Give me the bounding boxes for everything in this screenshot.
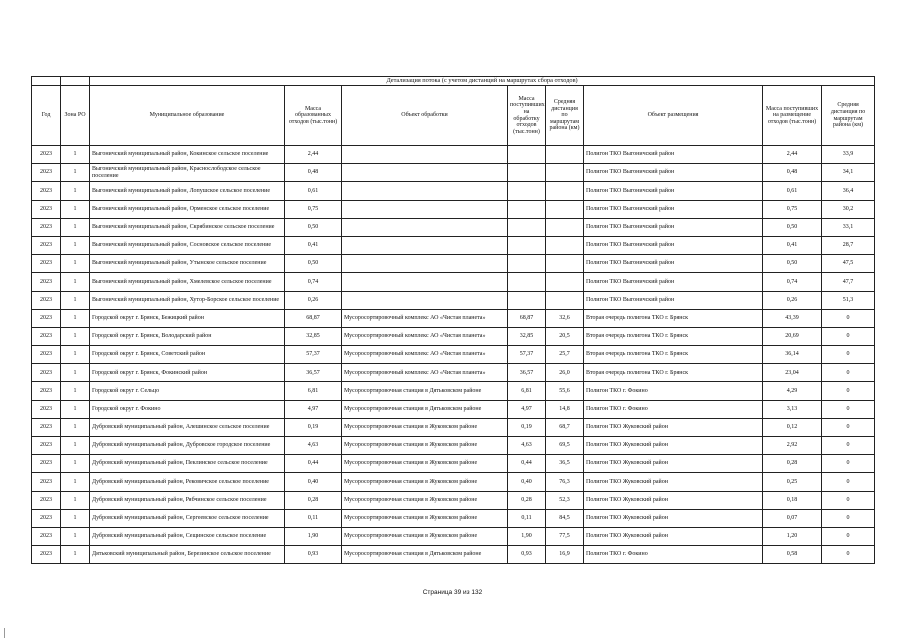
- cell-year: 2023: [32, 200, 61, 218]
- cell-zone: 1: [61, 491, 90, 509]
- cell-mass-generated: 0,28: [285, 491, 342, 509]
- cell-placement-object: Полигон ТКО Жуковский район: [584, 455, 763, 473]
- table-row: [32, 182, 875, 200]
- cell-avg-distance-processing: 32,6: [546, 309, 584, 327]
- cell-municipality: Городской округ г. Брянск, Фокинский район: [90, 364, 285, 382]
- cell-mass-processing: 36,57: [508, 364, 546, 382]
- cell-year: 2023: [32, 546, 61, 564]
- cell-avg-distance-processing: [546, 164, 584, 182]
- cell-processing-object: Мусоросортировочная станция в Жуковском районе: [342, 473, 508, 491]
- cell-mass-generated: 0,93: [285, 546, 342, 564]
- cell-placement-object: Полигон ТКО Выгоничский район: [584, 200, 763, 218]
- cell-municipality: Выгоничский муниципальный район, Сосновское сельское поселение: [90, 236, 285, 254]
- cell-municipality: Дубровский муниципальный район, Сергеевское сельское поселение: [90, 509, 285, 527]
- table-row: [32, 527, 875, 545]
- cell-placement-object: Полигон ТКО Выгоничский район: [584, 255, 763, 273]
- cell-placement-object: Полигон ТКО Жуковский район: [584, 527, 763, 545]
- cell-placement-object: Полигон ТКО Жуковский район: [584, 437, 763, 455]
- header-mass-placement: Масса поступивших на размещение отходов (тыс.тонн): [763, 86, 822, 146]
- cell-mass-placement: 0,50: [763, 218, 822, 236]
- cell-mass-generated: 0,74: [285, 273, 342, 291]
- table-row: [32, 509, 875, 527]
- cell-municipality: Дубровский муниципальный район, Сещинское сельское поселение: [90, 527, 285, 545]
- cell-mass-processing: 0,93: [508, 546, 546, 564]
- cell-mass-processing: 0,40: [508, 473, 546, 491]
- cell-avg-distance-processing: 36,5: [546, 455, 584, 473]
- cell-mass-placement: 0,75: [763, 200, 822, 218]
- table-row: [32, 546, 875, 564]
- cell-processing-object: Мусоросортировочный комплекс АО «Чистая планета»: [342, 327, 508, 345]
- cell-processing-object: Мусоросортировочная станция в Жуковском районе: [342, 509, 508, 527]
- cell-avg-distance-processing: 55,6: [546, 382, 584, 400]
- cell-year: 2023: [32, 164, 61, 182]
- cell-mass-placement: 4,29: [763, 382, 822, 400]
- cell-mass-generated: 0,75: [285, 200, 342, 218]
- cell-zone: 1: [61, 218, 90, 236]
- cell-year: 2023: [32, 146, 61, 164]
- cell-mass-placement: 2,44: [763, 146, 822, 164]
- cell-mass-generated: 2,44: [285, 146, 342, 164]
- cell-placement-object: Вторая очередь полигона ТКО г. Брянск: [584, 309, 763, 327]
- cell-mass-processing: 6,81: [508, 382, 546, 400]
- cell-avg-distance-placement: 0: [822, 455, 875, 473]
- cell-mass-generated: 4,63: [285, 437, 342, 455]
- cell-avg-distance-processing: 69,5: [546, 437, 584, 455]
- table-row: [32, 200, 875, 218]
- cell-mass-placement: 1,20: [763, 527, 822, 545]
- table-row: [32, 491, 875, 509]
- cell-mass-placement: 0,50: [763, 255, 822, 273]
- cell-municipality: Выгоничский муниципальный район, Кокинское сельское поселение: [90, 146, 285, 164]
- cell-year: 2023: [32, 273, 61, 291]
- table-row: [32, 146, 875, 164]
- cell-mass-generated: 36,57: [285, 364, 342, 382]
- cell-municipality: Выгоничский муниципальный район, Орменское сельское поселение: [90, 200, 285, 218]
- cell-zone: 1: [61, 437, 90, 455]
- cell-avg-distance-processing: [546, 273, 584, 291]
- cell-mass-processing: 57,37: [508, 346, 546, 364]
- cell-mass-processing: [508, 182, 546, 200]
- cell-year: 2023: [32, 236, 61, 254]
- table-row: [32, 437, 875, 455]
- cell-mass-placement: 36,14: [763, 346, 822, 364]
- cell-municipality: Выгоничский муниципальный район, Утынское сельское поселение: [90, 255, 285, 273]
- cell-zone: 1: [61, 418, 90, 436]
- header-avg-distance-processing: Средняя дистанция по маршрутам района (км): [546, 86, 584, 146]
- cell-mass-processing: 0,28: [508, 491, 546, 509]
- cell-avg-distance-processing: 52,3: [546, 491, 584, 509]
- cell-zone: 1: [61, 400, 90, 418]
- cell-mass-processing: [508, 291, 546, 309]
- cell-mass-processing: [508, 200, 546, 218]
- cell-processing-object: [342, 146, 508, 164]
- cell-placement-object: Полигон ТКО Выгоничский район: [584, 182, 763, 200]
- cell-avg-distance-placement: 0: [822, 437, 875, 455]
- cell-avg-distance-placement: 33,9: [822, 146, 875, 164]
- cell-processing-object: Мусоросортировочная станция в Дятьковском районе: [342, 400, 508, 418]
- cell-processing-object: [342, 218, 508, 236]
- cell-placement-object: Полигон ТКО Жуковский район: [584, 473, 763, 491]
- cell-mass-generated: 32,85: [285, 327, 342, 345]
- cell-zone: 1: [61, 364, 90, 382]
- cell-avg-distance-processing: 26,0: [546, 364, 584, 382]
- cell-zone: 1: [61, 273, 90, 291]
- cell-mass-generated: 0,50: [285, 218, 342, 236]
- table-row: [32, 327, 875, 345]
- cell-mass-processing: 0,11: [508, 509, 546, 527]
- cell-mass-placement: 20,69: [763, 327, 822, 345]
- cell-municipality: Дубровский муниципальный район, Рековичское сельское поселение: [90, 473, 285, 491]
- page-number: Страница 39 из 132: [422, 589, 483, 596]
- cell-year: 2023: [32, 509, 61, 527]
- cell-zone: 1: [61, 200, 90, 218]
- cell-avg-distance-placement: 0: [822, 400, 875, 418]
- cell-municipality: Выгоничский муниципальный район, Хутор-Борское сельское поселение: [90, 291, 285, 309]
- cell-zone: 1: [61, 291, 90, 309]
- cell-mass-processing: 32,85: [508, 327, 546, 345]
- cell-year: 2023: [32, 455, 61, 473]
- cell-mass-processing: 1,90: [508, 527, 546, 545]
- cell-mass-placement: 0,58: [763, 546, 822, 564]
- cell-zone: 1: [61, 473, 90, 491]
- cell-processing-object: Мусоросортировочный комплекс АО «Чистая планета»: [342, 309, 508, 327]
- cell-placement-object: Полигон ТКО Выгоничский район: [584, 273, 763, 291]
- cell-processing-object: Мусоросортировочная станция в Жуковском районе: [342, 455, 508, 473]
- cell-municipality: Дубровский муниципальный район, Алешинское сельское поселение: [90, 418, 285, 436]
- cell-avg-distance-placement: 33,1: [822, 218, 875, 236]
- cell-mass-processing: [508, 236, 546, 254]
- cell-year: 2023: [32, 182, 61, 200]
- cell-mass-placement: 0,26: [763, 291, 822, 309]
- cell-year: 2023: [32, 218, 61, 236]
- header-year: Год: [32, 86, 61, 146]
- cell-year: 2023: [32, 527, 61, 545]
- cell-mass-generated: 0,61: [285, 182, 342, 200]
- cell-year: 2023: [32, 418, 61, 436]
- cell-year: 2023: [32, 346, 61, 364]
- cell-avg-distance-processing: 77,5: [546, 527, 584, 545]
- cell-processing-object: Мусоросортировочная станция в Жуковском районе: [342, 437, 508, 455]
- cell-avg-distance-processing: 16,9: [546, 546, 584, 564]
- cell-mass-generated: 57,37: [285, 346, 342, 364]
- cell-avg-distance-placement: 0: [822, 309, 875, 327]
- table-row: [32, 455, 875, 473]
- cell-placement-object: Полигон ТКО Жуковский район: [584, 418, 763, 436]
- cell-zone: 1: [61, 527, 90, 545]
- cell-mass-placement: 0,07: [763, 509, 822, 527]
- document-sheet: [31, 76, 874, 564]
- cell-processing-object: [342, 291, 508, 309]
- cell-municipality: Выгоничский муниципальный район, Хмелевское сельское поселение: [90, 273, 285, 291]
- cell-avg-distance-placement: 47,7: [822, 273, 875, 291]
- table-row: [32, 273, 875, 291]
- cell-year: 2023: [32, 255, 61, 273]
- cell-mass-generated: 0,44: [285, 455, 342, 473]
- cell-avg-distance-placement: 47,5: [822, 255, 875, 273]
- cell-placement-object: Полигон ТКО Жуковский район: [584, 509, 763, 527]
- cell-municipality: Городской округ г. Брянск, Володарский район: [90, 327, 285, 345]
- cell-processing-object: [342, 200, 508, 218]
- cell-municipality: Выгоничский муниципальный район, Лопушское сельское поселение: [90, 182, 285, 200]
- cell-municipality: Дубровский муниципальный район, Рябчинское сельское поселение: [90, 491, 285, 509]
- cell-avg-distance-placement: 36,4: [822, 182, 875, 200]
- cell-mass-processing: 4,97: [508, 400, 546, 418]
- cell-mass-generated: 0,11: [285, 509, 342, 527]
- cell-mass-placement: 0,25: [763, 473, 822, 491]
- cell-avg-distance-processing: [546, 146, 584, 164]
- cell-year: 2023: [32, 491, 61, 509]
- cell-zone: 1: [61, 546, 90, 564]
- table-row: [32, 473, 875, 491]
- cell-processing-object: Мусоросортировочная станция в Дятьковском районе: [342, 546, 508, 564]
- cell-processing-object: Мусоросортировочная станция в Жуковском районе: [342, 527, 508, 545]
- cell-zone: 1: [61, 255, 90, 273]
- cell-placement-object: Полигон ТКО Жуковский район: [584, 491, 763, 509]
- cell-avg-distance-processing: 25,7: [546, 346, 584, 364]
- cell-processing-object: [342, 164, 508, 182]
- cell-placement-object: Полигон ТКО Выгоничский район: [584, 164, 763, 182]
- table-row: [32, 218, 875, 236]
- cell-placement-object: Полигон ТКО г. Фокино: [584, 400, 763, 418]
- table-row: [32, 255, 875, 273]
- cell-zone: 1: [61, 236, 90, 254]
- cell-processing-object: [342, 182, 508, 200]
- cell-mass-generated: 0,40: [285, 473, 342, 491]
- cell-mass-placement: 2,92: [763, 437, 822, 455]
- waste-flow-table: [31, 76, 875, 564]
- table-row: [32, 291, 875, 309]
- cell-avg-distance-placement: 0: [822, 473, 875, 491]
- cell-placement-object: Полигон ТКО г. Фокино: [584, 382, 763, 400]
- cell-municipality: Дубровский муниципальный район, Дубровское городское поселение: [90, 437, 285, 455]
- cell-municipality: Дятьковский муниципальный район, Березинское сельское поселение: [90, 546, 285, 564]
- cell-mass-processing: [508, 164, 546, 182]
- cell-avg-distance-placement: 0: [822, 327, 875, 345]
- cell-mass-generated: 1,90: [285, 527, 342, 545]
- cell-municipality: Городской округ г. Брянск, Советский район: [90, 346, 285, 364]
- table-row: [32, 364, 875, 382]
- cell-avg-distance-processing: 20,5: [546, 327, 584, 345]
- cell-year: 2023: [32, 382, 61, 400]
- cell-mass-placement: 43,39: [763, 309, 822, 327]
- cell-mass-placement: 0,41: [763, 236, 822, 254]
- cell-avg-distance-processing: [546, 255, 584, 273]
- cell-avg-distance-placement: 34,1: [822, 164, 875, 182]
- cell-avg-distance-processing: [546, 182, 584, 200]
- cell-zone: 1: [61, 164, 90, 182]
- cell-year: 2023: [32, 400, 61, 418]
- cell-year: 2023: [32, 364, 61, 382]
- cell-avg-distance-placement: 0: [822, 491, 875, 509]
- cell-mass-generated: 68,87: [285, 309, 342, 327]
- cell-placement-object: Вторая очередь полигона ТКО г. Брянск: [584, 364, 763, 382]
- cell-zone: 1: [61, 455, 90, 473]
- cell-placement-object: Полигон ТКО Выгоничский район: [584, 146, 763, 164]
- cell-processing-object: [342, 236, 508, 254]
- cell-mass-placement: 0,18: [763, 491, 822, 509]
- cell-avg-distance-placement: 0: [822, 364, 875, 382]
- cell-mass-generated: 0,50: [285, 255, 342, 273]
- cell-municipality: Городской округ г. Фокино: [90, 400, 285, 418]
- cell-avg-distance-processing: [546, 218, 584, 236]
- cell-zone: 1: [61, 309, 90, 327]
- cell-placement-object: Полигон ТКО Выгоничский район: [584, 236, 763, 254]
- cell-year: 2023: [32, 437, 61, 455]
- cell-mass-generated: 0,48: [285, 164, 342, 182]
- cell-mass-processing: 68,87: [508, 309, 546, 327]
- margin-mark: [4, 628, 5, 638]
- cell-municipality: Выгоничский муниципальный район, Скрябинское сельское поселение: [90, 218, 285, 236]
- cell-municipality: Выгоничский муниципальный район, Краснослободское сельское поселение: [90, 164, 285, 182]
- cell-zone: 1: [61, 346, 90, 364]
- cell-mass-placement: 0,12: [763, 418, 822, 436]
- cell-avg-distance-placement: 0: [822, 527, 875, 545]
- cell-mass-placement: 0,74: [763, 273, 822, 291]
- header-avg-distance-placement: Средняя дистанция по маршрутам района (км): [822, 86, 875, 146]
- header-mass-generated: Масса образованных отходов (тыс.тонн): [285, 86, 342, 146]
- cell-zone: 1: [61, 146, 90, 164]
- cell-year: 2023: [32, 473, 61, 491]
- cell-avg-distance-processing: [546, 291, 584, 309]
- cell-mass-processing: [508, 146, 546, 164]
- cell-processing-object: Мусоросортировочная станция в Жуковском районе: [342, 418, 508, 436]
- table-row: [32, 346, 875, 364]
- cell-avg-distance-placement: 51,3: [822, 291, 875, 309]
- cell-avg-distance-placement: 28,7: [822, 236, 875, 254]
- cell-municipality: Городской округ г. Брянск, Бежицкий район: [90, 309, 285, 327]
- cell-avg-distance-placement: 0: [822, 546, 875, 564]
- cell-zone: 1: [61, 327, 90, 345]
- cell-mass-processing: 0,19: [508, 418, 546, 436]
- header-placement-object: Объект размещения: [584, 86, 763, 146]
- cell-mass-generated: 4,97: [285, 400, 342, 418]
- cell-avg-distance-processing: [546, 200, 584, 218]
- cell-zone: 1: [61, 509, 90, 527]
- cell-processing-object: [342, 273, 508, 291]
- cell-mass-generated: 0,26: [285, 291, 342, 309]
- cell-mass-processing: 4,63: [508, 437, 546, 455]
- cell-mass-generated: 0,41: [285, 236, 342, 254]
- cell-mass-processing: [508, 273, 546, 291]
- header-zone: Зона РО: [61, 86, 90, 146]
- header-mass-processing: Масса поступивших на обработку отходов (тыс.тонн): [508, 86, 546, 146]
- cell-avg-distance-processing: 84,5: [546, 509, 584, 527]
- table-row: [32, 418, 875, 436]
- cell-avg-distance-placement: 0: [822, 418, 875, 436]
- cell-avg-distance-placement: 0: [822, 509, 875, 527]
- cell-year: 2023: [32, 327, 61, 345]
- cell-zone: 1: [61, 382, 90, 400]
- cell-year: 2023: [32, 309, 61, 327]
- cell-processing-object: Мусоросортировочный комплекс АО «Чистая планета»: [342, 364, 508, 382]
- cell-mass-processing: [508, 218, 546, 236]
- table-row: [32, 382, 875, 400]
- cell-mass-generated: 6,81: [285, 382, 342, 400]
- cell-mass-placement: 0,61: [763, 182, 822, 200]
- table-row: [32, 309, 875, 327]
- cell-year: 2023: [32, 291, 61, 309]
- cell-avg-distance-placement: 0: [822, 382, 875, 400]
- cell-municipality: Городской округ г. Сельцо: [90, 382, 285, 400]
- cell-mass-placement: 23,04: [763, 364, 822, 382]
- cell-placement-object: Вторая очередь полигона ТКО г. Брянск: [584, 346, 763, 364]
- cell-processing-object: Мусоросортировочный комплекс АО «Чистая планета»: [342, 346, 508, 364]
- cell-processing-object: [342, 255, 508, 273]
- cell-placement-object: Полигон ТКО Выгоничский район: [584, 218, 763, 236]
- cell-avg-distance-processing: [546, 236, 584, 254]
- cell-mass-processing: 0,44: [508, 455, 546, 473]
- cell-avg-distance-placement: 0: [822, 346, 875, 364]
- cell-zone: 1: [61, 182, 90, 200]
- cell-mass-generated: 0,19: [285, 418, 342, 436]
- cell-placement-object: Вторая очередь полигона ТКО г. Брянск: [584, 327, 763, 345]
- cell-placement-object: Полигон ТКО Выгоничский район: [584, 291, 763, 309]
- cell-avg-distance-processing: 68,7: [546, 418, 584, 436]
- table-row: [32, 400, 875, 418]
- header-municipality: Муниципальное образование: [90, 86, 285, 146]
- cell-avg-distance-placement: 30,2: [822, 200, 875, 218]
- cell-mass-placement: 0,48: [763, 164, 822, 182]
- cell-mass-placement: 3,13: [763, 400, 822, 418]
- cell-placement-object: Полигон ТКО г. Фокино: [584, 546, 763, 564]
- header-processing-object: Объект обработки: [342, 86, 508, 146]
- cell-municipality: Дубровский муниципальный район, Пеклинское сельское поселение: [90, 455, 285, 473]
- cell-processing-object: Мусоросортировочная станция в Жуковском районе: [342, 491, 508, 509]
- table-caption: Детализация потока (с учетом дистанций на маршрутах сбора отходов): [90, 77, 875, 86]
- cell-avg-distance-processing: 76,3: [546, 473, 584, 491]
- cell-avg-distance-processing: 14,8: [546, 400, 584, 418]
- cell-mass-placement: 0,28: [763, 455, 822, 473]
- table-row: [32, 164, 875, 182]
- table-row: [32, 236, 875, 254]
- cell-mass-processing: [508, 255, 546, 273]
- cell-processing-object: Мусоросортировочная станция в Дятьковском районе: [342, 382, 508, 400]
